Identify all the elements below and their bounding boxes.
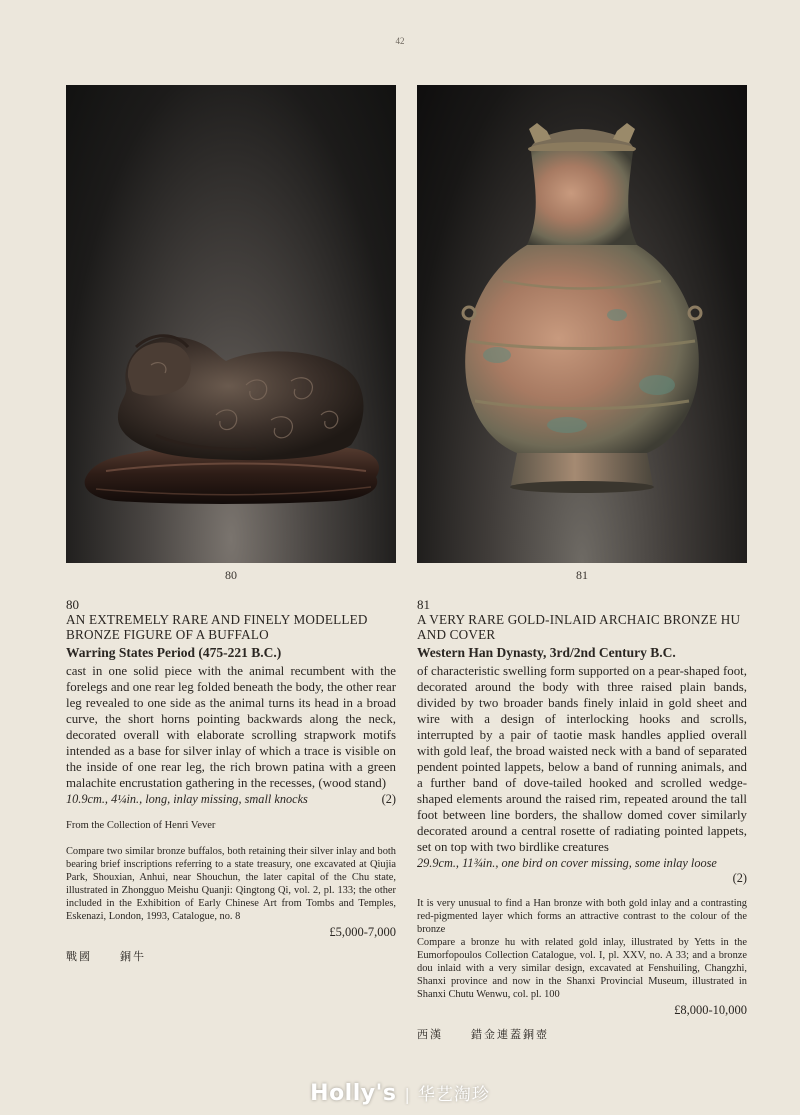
chinese-name: 銅牛	[120, 950, 146, 963]
chinese-period: 戰國	[66, 950, 92, 963]
chinese-period: 西漢	[417, 1028, 443, 1041]
lot-dimensions	[417, 855, 747, 871]
lot-note-2: Compare a bronze hu with related gold inlay, illustrated by Yetts in the Eumorfopoulos Collection Catalogue, vol. I, pl. XXV, no. A 33; and a bronze dou inlaid with a very similar design, excavated at Fenshuiling, Changzhi, Shanxi province and now in the Shanxi Provincial Museum, illustrated in Shanxi Chutu Wenwu, col. pl. 100	[417, 937, 747, 1000]
plate-label-80: 80	[225, 568, 237, 582]
lot-provenance: From the Collection of Henri Vever	[66, 820, 216, 831]
lot-quantity: (2)	[381, 792, 396, 806]
lot-81-entry	[417, 597, 747, 1042]
lot-81-photo	[417, 85, 747, 563]
lot-estimate: £8,000-10,000	[674, 1003, 747, 1017]
lot-description: cast in one solid piece with the animal recumbent with the forelegs and one rear leg folded beneath the body, the other rear leg revealed to one side as the animal turns its head in a broad curve, the short horns pointing backwards along the neck, decorated overall with elaborate scrolling strapwork motifs intended as a base for silver inlay of which a trace is visible on the inside of one rear leg, the rich brown patina with a green malachite encrustation gathering in the recesses, (wood stand)	[66, 664, 396, 790]
watermark-brand-zh: 华艺淘珍	[417, 1085, 490, 1105]
lot-number: 80	[66, 597, 79, 612]
lot-title: A VERY RARE GOLD-INLAID ARCHAIC BRONZE HU AND COVER	[417, 612, 741, 642]
lot-80-entry	[66, 597, 396, 964]
lot-period: Warring States Period (475-221 B.C.)	[66, 645, 282, 660]
lot-note-1: It is very unusual to find a Han bronze with both gold inlay and a contrasting red-pigmented layer which forms an attractive contrast to the colour of the bronze	[417, 898, 747, 935]
lot-description: of characteristic swelling form supported on a pear-shaped foot, decorated around the body with three raised plain bands, divided by two broader bands finely inlaid in gold sheet and wire with a design of interlocking hooks and scrolls, interrupted by a pair of taotie mask handles applied overall with gold leaf, the broad waisted neck with a band of separated pendent pointed lappets, below a band of running animals, and a further band of dove-tailed hooked and scrolled wedge-shaped elements around the raised rim, repeated around the tall foot between line borders, the shallow domed cover similarly decorated around a central rosette of radiating pointed lappets, set on top with two birdlike creatures	[417, 664, 747, 854]
lot-size: 10.9cm., 4¼in., long, inlay missing, small knocks	[66, 792, 308, 806]
watermark-brand-en: Holly's	[310, 1081, 397, 1106]
bronze-buffalo-image	[66, 85, 396, 563]
lot-dimensions	[66, 791, 396, 807]
chinese-name: 錯金連蓋銅壺	[471, 1028, 549, 1041]
lot-80-photo	[66, 85, 396, 563]
lot-estimate: £5,000-7,000	[329, 925, 396, 939]
lot-title: AN EXTREMELY RARE AND FINELY MODELLED BRONZE FIGURE OF A BUFFALO	[66, 612, 368, 642]
watermark-separator: |	[404, 1085, 410, 1104]
lot-quantity: (2)	[732, 871, 747, 885]
watermark	[0, 1080, 800, 1106]
lot-chinese-title	[66, 948, 396, 964]
plate-label-81: 81	[576, 568, 588, 582]
lot-size: 29.9cm., 11¾in., one bird on cover missing, some inlay loose	[417, 856, 717, 870]
bronze-hu-vessel-image	[417, 85, 747, 563]
lot-period: Western Han Dynasty, 3rd/2nd Century B.C.	[417, 645, 676, 660]
lot-note: Compare two similar bronze buffalos, both retaining their silver inlay and both bearing brief inscriptions referring to a state treasury, one excavated at Qiujia Park, Shouxian, Anhui, near Shouchun, the later capital of the Chu state, illustrated in Zhongguo Meishu Quanji: Qingtong Qi, vol. 2, pl. 133; the other included in the Exhibition of Early Chinese Art from Tombs and Temples, Eskenazi, London, 1993, Catalogue, no. 8	[66, 846, 396, 922]
lot-number: 81	[417, 597, 430, 612]
lot-chinese-title	[417, 1026, 747, 1042]
page-number: 42	[395, 36, 405, 46]
